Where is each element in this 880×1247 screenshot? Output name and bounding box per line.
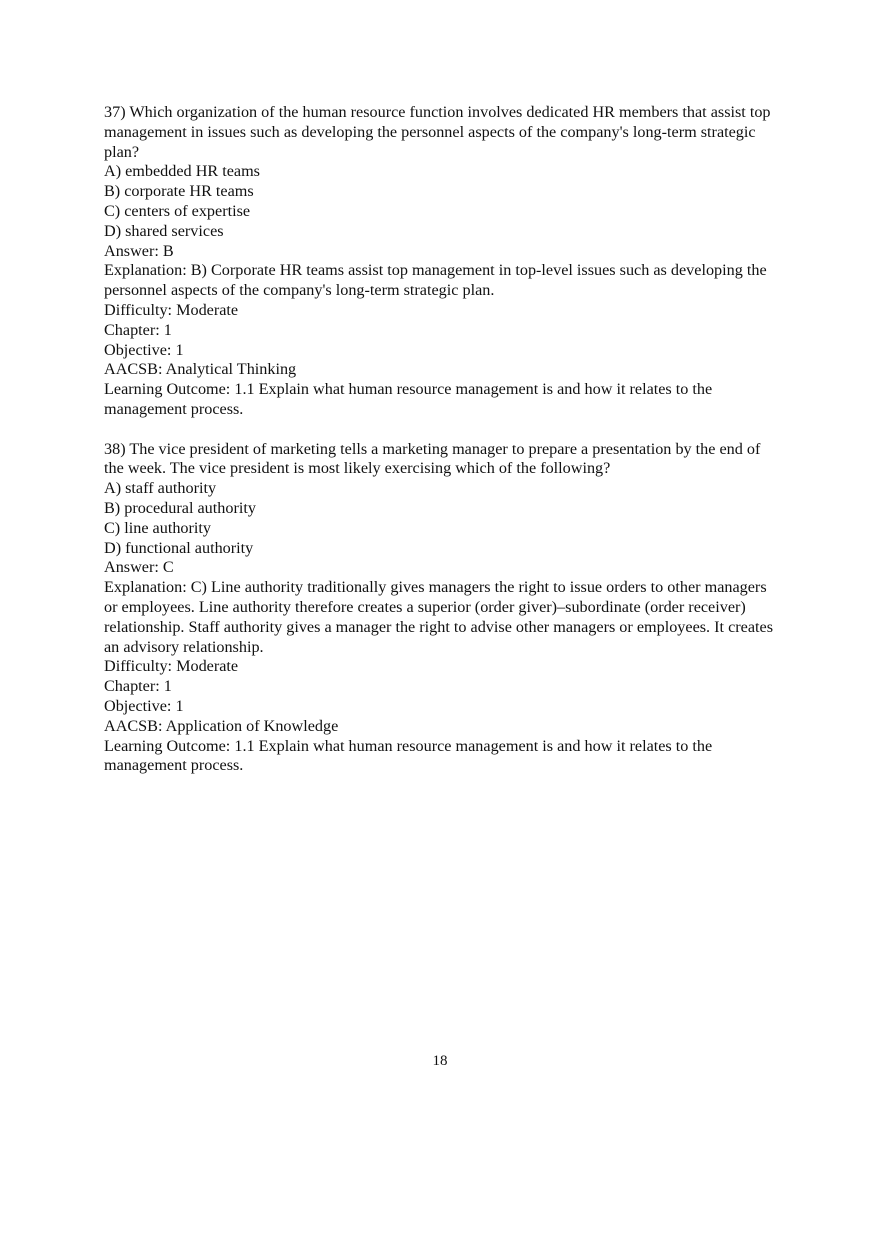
question-text: 37) Which organization of the human resource function involves dedicated HR members that assist top management in issues such as developing the personnel aspects of the company's long-term strategic plan?	[104, 103, 771, 161]
objective: Objective: 1	[104, 696, 184, 715]
page-content	[104, 103, 776, 796]
answer: Answer: C	[104, 558, 174, 577]
option-d: D) functional authority	[104, 538, 254, 557]
difficulty: Difficulty: Moderate	[104, 300, 239, 319]
question-block-38	[104, 440, 776, 777]
page-number: 18	[432, 1053, 448, 1069]
aacsb: AACSB: Analytical Thinking	[104, 360, 297, 379]
chapter: Chapter: 1	[104, 677, 172, 696]
explanation: Explanation: C) Line authority traditionally gives managers the right to issue orders to other managers or employees. Line authority therefore creates a superior (order giver)–subordinate (order receiver) relationship. Staff authority gives a manager the right to advise other managers or employees. It creates an advisory relationship.	[104, 578, 774, 656]
question-text: 38) The vice president of marketing tells a marketing manager to prepare a presentation by the end of the week. The vice president is most likely exercising which of the following?	[104, 439, 761, 478]
answer: Answer: B	[104, 241, 174, 260]
option-d: D) shared services	[104, 221, 224, 240]
explanation: Explanation: B) Corporate HR teams assist top management in top-level issues such as developing the personnel aspects of the company's long-term strategic plan.	[104, 261, 767, 300]
chapter: Chapter: 1	[104, 320, 172, 339]
option-b: B) procedural authority	[104, 498, 256, 517]
difficulty: Difficulty: Moderate	[104, 657, 239, 676]
option-b: B) corporate HR teams	[104, 182, 254, 201]
option-c: C) centers of expertise	[104, 201, 251, 220]
option-c: C) line authority	[104, 518, 211, 537]
option-a: A) embedded HR teams	[104, 162, 260, 181]
option-a: A) staff authority	[104, 479, 217, 498]
question-block-37	[104, 103, 776, 420]
learning-outcome: Learning Outcome: 1.1 Explain what human resource management is and how it relates to the management process.	[104, 736, 713, 775]
objective: Objective: 1	[104, 340, 184, 359]
aacsb: AACSB: Application of Knowledge	[104, 716, 339, 735]
learning-outcome: Learning Outcome: 1.1 Explain what human resource management is and how it relates to the management process.	[104, 380, 713, 418]
